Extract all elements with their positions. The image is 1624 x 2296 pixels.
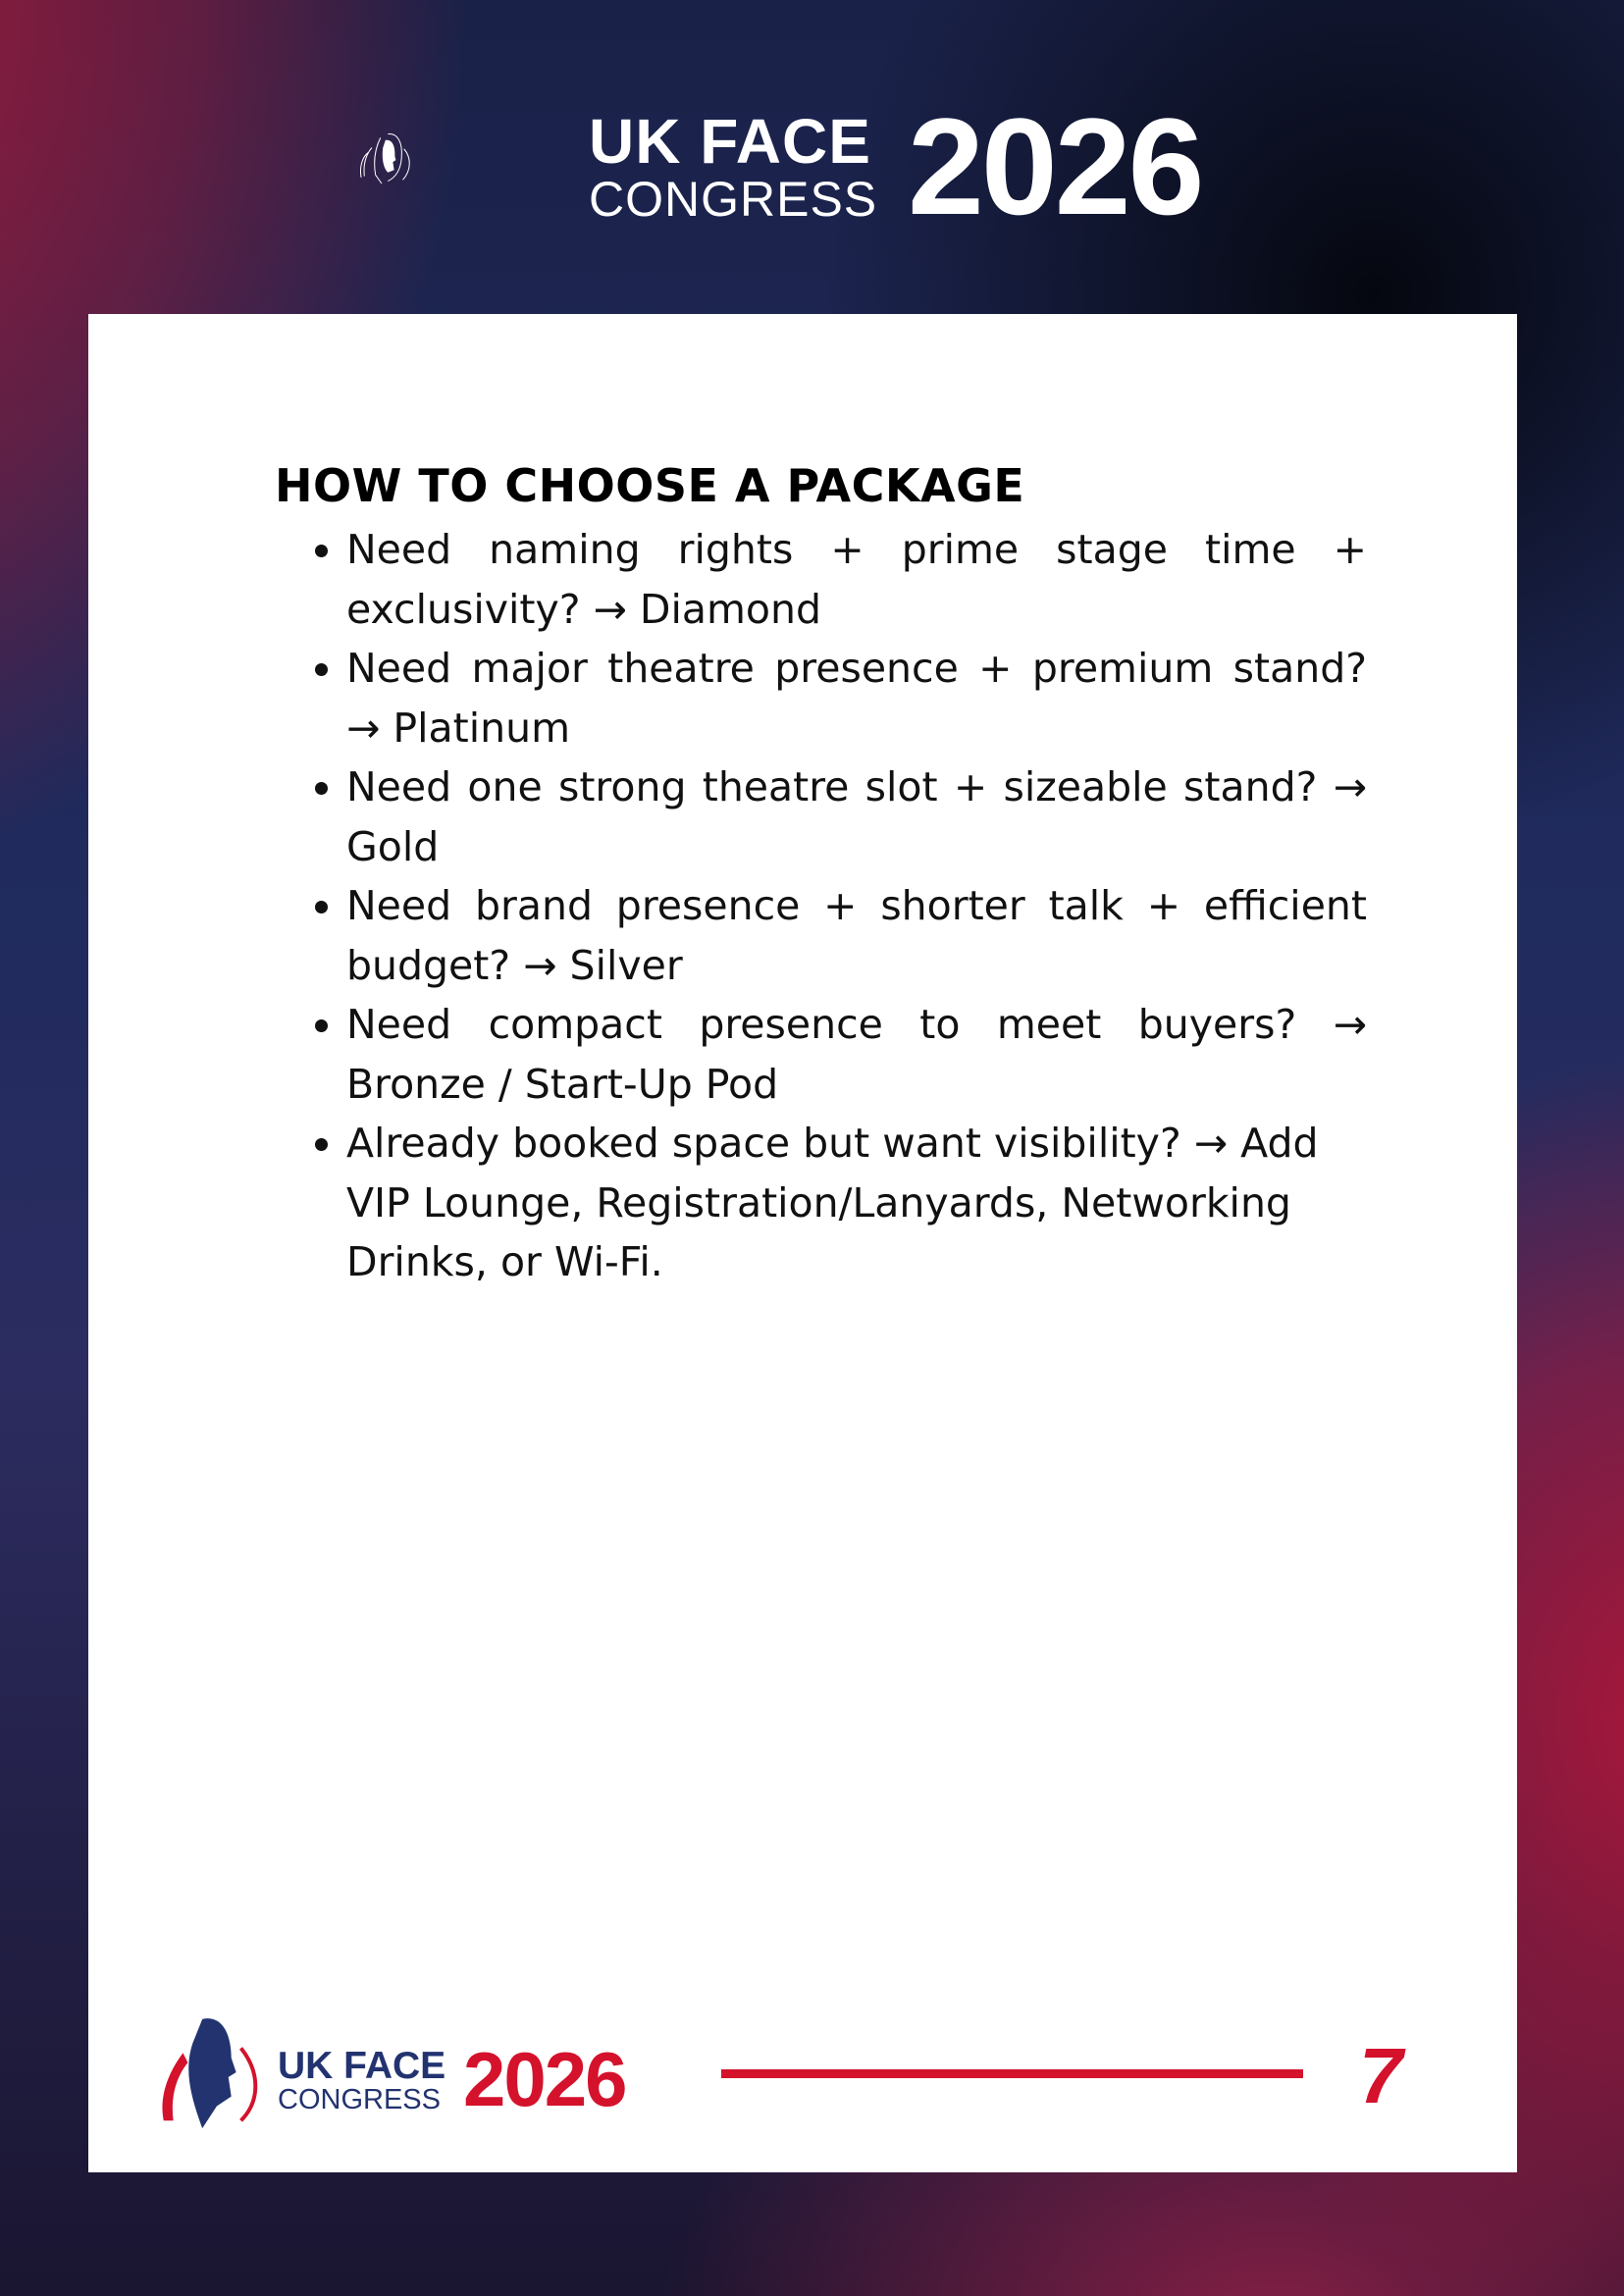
footer-face-logo-icon — [149, 2013, 275, 2131]
list-item: • Need compact presence to meet buyers? → Bronze / Start-Up Pod — [346, 995, 1367, 1114]
footer-logo-year: 2026 — [463, 2036, 626, 2122]
list-item: • Already booked space but want visibility? → Add VIP Lounge, Registration/Lanyards, Networking Drinks, or Wi-Fi. — [346, 1114, 1367, 1292]
footer-logo-line2: CONGRESS — [278, 2084, 441, 2115]
header-logo-text — [589, 106, 878, 227]
header-logo-year: 2026 — [908, 89, 1202, 243]
list-item: • Need naming rights + prime stage time + exclusivity? → Diamond — [346, 520, 1367, 639]
header-logo-line2: CONGRESS — [589, 172, 878, 227]
page-heading: HOW TO CHOOSE A PACKAGE — [275, 459, 1025, 512]
list-item: • Need one strong theatre slot + sizeable stand? → Gold — [346, 757, 1367, 876]
list-item: • Need major theatre presence + premium stand? → Platinum — [346, 639, 1367, 757]
footer-divider — [721, 2069, 1303, 2078]
list-item: • Need brand presence + shorter talk + efficient budget? → Silver — [346, 876, 1367, 995]
footer-logo-line1: UK FACE — [278, 2045, 446, 2087]
footer-logo-text — [278, 2047, 445, 2114]
face-logo-icon — [358, 54, 594, 265]
package-guide-list — [312, 520, 1367, 1292]
page-number: 7 — [1359, 2032, 1403, 2119]
header-logo-line1: UK FACE — [589, 106, 871, 177]
